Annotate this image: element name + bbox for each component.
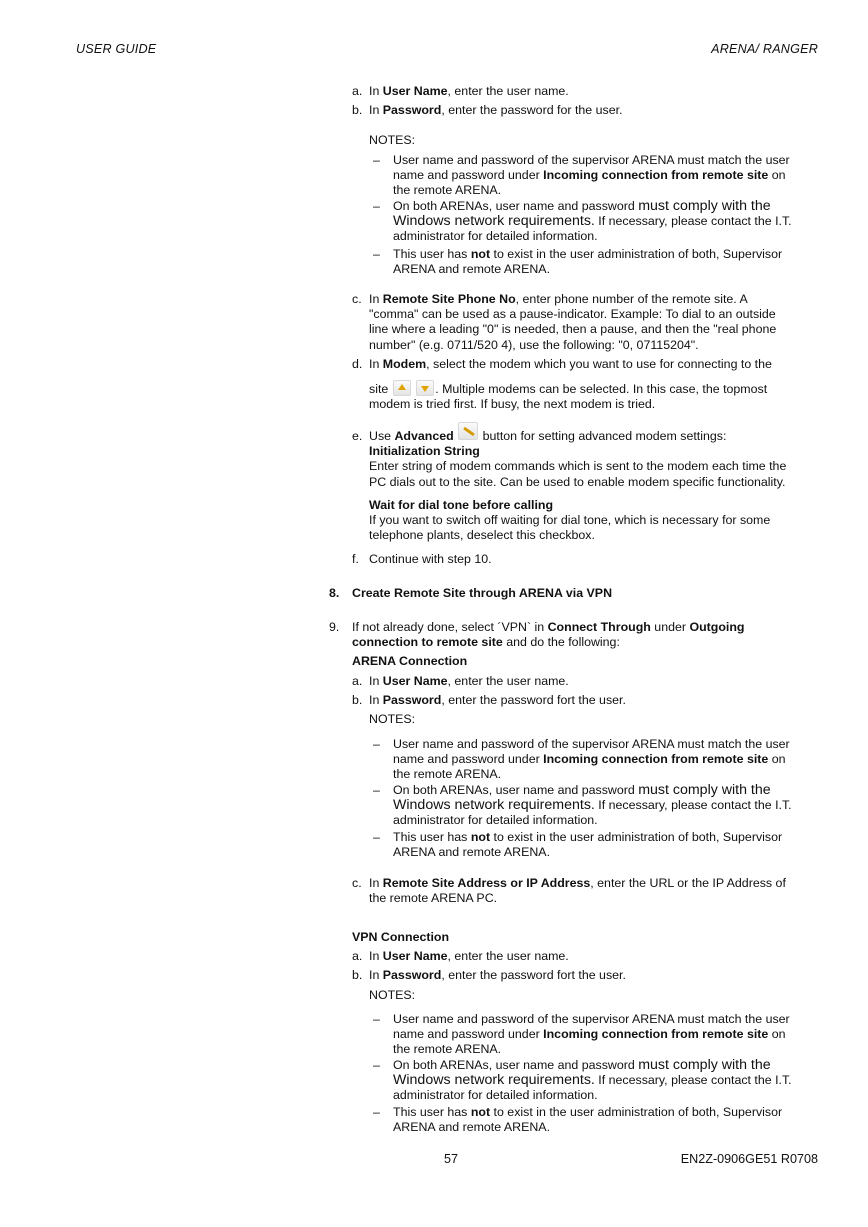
note-dash: – [373, 830, 380, 844]
note-2: On both ARENAs, user name and password must comply with the Windows network requirements. If necessary, please contact the I.T. administrator for detailed information. [393, 198, 792, 244]
note-dash: – [373, 1058, 380, 1072]
step7-a: a. In User Name, enter the user name. [352, 84, 569, 98]
note-1: User name and password of the supervisor ARENA must match the user name and password under Incoming connection from remote site on the remote ARENA. [393, 1012, 790, 1057]
note-dash: – [373, 199, 380, 213]
note-dash: – [373, 737, 380, 751]
note-1: User name and password of the supervisor ARENA must match the user name and password under Incoming connection from remote site on the remote ARENA. [393, 153, 790, 198]
step7-c: c. In Remote Site Phone No, enter phone number of the remote site. A "comma" can be used as a pause-indicator. Example: To dial to an outside line where a leading "0" is needed, then a pause, and then the "real phone number" (e.g. 0711/520 4), use the following: "0, 07115204". [352, 292, 777, 352]
step9-a: a. In User Name, enter the user name. [352, 674, 569, 688]
vpn-connection-heading: VPN Connection [352, 930, 450, 944]
step7-b: b. In Password, enter the password for the user. [352, 103, 623, 117]
note-dash: – [373, 247, 380, 261]
step7-e: e. Use Advanced button for setting advanced modem settings: Initialization String Enter string of modem commands which is sent to the modem each time the PC dials out to the site. Can be used to enable modem specific functionality. Wait for dial tone before calling If you want to switch off waiting for dial tone, which is necessary for some telephone plants, deselect this checkbox. [352, 422, 822, 543]
note-2: On both ARENAs, user name and password must comply with the Windows network requirements. If necessary, please contact the I.T. administrator for detailed information. [393, 1057, 792, 1103]
note-dash: – [373, 153, 380, 167]
step9-b: b. In Password, enter the password fort the user. [352, 693, 626, 707]
note-dash: – [373, 1012, 380, 1026]
pencil-icon [458, 422, 478, 440]
note-2: On both ARENAs, user name and password must comply with the Windows network requirements. If necessary, please contact the I.T. administrator for detailed information. [393, 782, 792, 828]
arena-connection-heading: ARENA Connection [352, 654, 468, 668]
step7-d: d. In Modem, select the modem which you want to use for connecting to the site . Multiple modems can be selected. In this case, the topmost modem is tried first. If busy, the next modem is tried. [352, 357, 772, 412]
document-code: EN2Z-0906GE51 R0708 [680, 1152, 818, 1166]
step8-title: Create Remote Site through ARENA via VPN [352, 586, 613, 600]
step9-c: c. In Remote Site Address or IP Address, enter the URL or the IP Address of the remote ARENA PC. [352, 876, 786, 906]
move-up-icon [393, 380, 411, 396]
step9-number: 9. [329, 620, 340, 634]
note-3: This user has not to exist in the user administration of both, Supervisor ARENA and remote ARENA. [393, 830, 783, 860]
notes-label: NOTES: [369, 988, 416, 1002]
note-dash: – [373, 1105, 380, 1119]
vpn-a: a. In User Name, enter the user name. [352, 949, 569, 963]
note-dash: – [373, 783, 380, 797]
running-header-left: USER GUIDE [76, 42, 157, 56]
note-3: This user has not to exist in the user administration of both, Supervisor ARENA and remote ARENA. [393, 1105, 783, 1135]
notes-label: NOTES: [369, 712, 416, 726]
vpn-b: b. In Password, enter the password fort the user. [352, 968, 626, 982]
running-header-right: ARENA/ RANGER [711, 42, 818, 56]
step7-f: f. Continue with step 10. [352, 552, 492, 566]
page-number: 57 [444, 1152, 459, 1166]
note-1: User name and password of the supervisor ARENA must match the user name and password under Incoming connection from remote site on the remote ARENA. [393, 737, 790, 782]
step8-number: 8. [329, 586, 340, 600]
note-3: This user has not to exist in the user administration of both, Supervisor ARENA and remote ARENA. [393, 247, 783, 277]
move-down-icon [416, 380, 434, 396]
step9-intro: If not already done, select ´VPN` in Connect Through under Outgoing connection to remote site and do the following: [352, 620, 745, 650]
notes-label: NOTES: [369, 133, 416, 147]
